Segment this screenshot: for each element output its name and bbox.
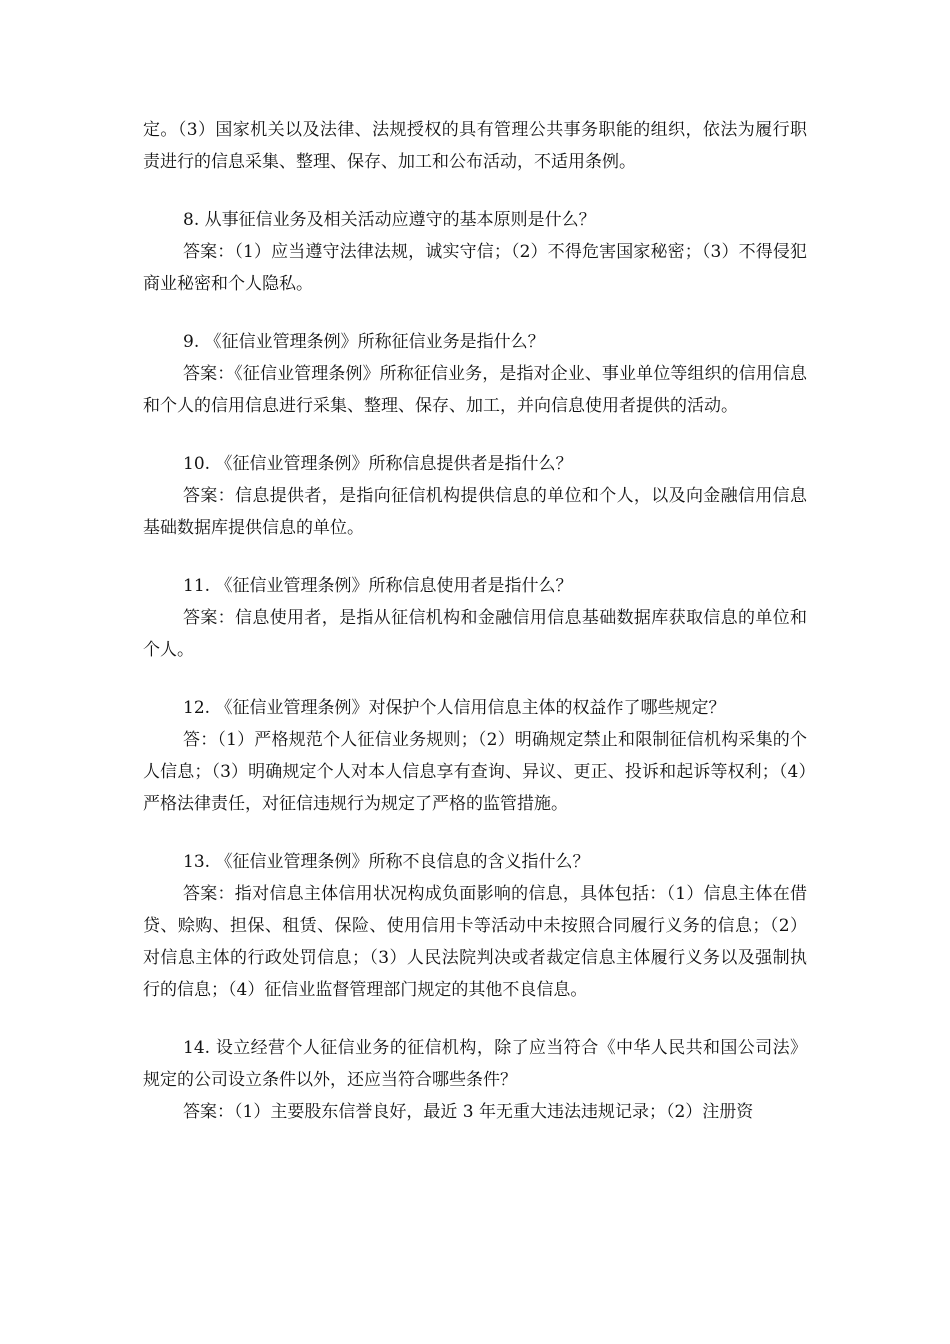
question-13: 13. 《征信业管理条例》所称不良信息的含义指什么？ xyxy=(183,852,590,872)
qa-item-8 xyxy=(143,204,807,300)
paragraph-gap xyxy=(143,544,807,570)
answer-12: 答：（1）严格规范个人征信业务规则；（2）明确规定禁止和限制征信机构采集的个人信息；（3）明确规定个人对本人信息享有查询、异议、更正、投诉和起诉等权利；（4）严格法律责任，对征信违规行为规定了严格的监管措施。 xyxy=(143,730,807,814)
answer-13: 答案：指对信息主体信用状况构成负面影响的信息，具体包括：（1）信息主体在借贷、赊购、担保、租赁、保险、使用信用卡等活动中未按照合同履行义务的信息；（2）对信息主体的行政处罚信息；（3）人民法院判决或者裁定信息主体履行义务以及强制执行的信息；（4）征信业监督管理部门规定的其他不良信息。 xyxy=(143,884,807,1000)
question-8: 8. 从事征信业务及相关活动应遵守的基本原则是什么？ xyxy=(183,210,596,230)
qa-item-13 xyxy=(143,846,807,1006)
paragraph-gap xyxy=(143,300,807,326)
qa-item-9 xyxy=(143,326,807,422)
paragraph-gap xyxy=(143,422,807,448)
answer-14: 答案：（1）主要股东信誉良好，最近 3 年无重大违法违规记录；（2）注册资 xyxy=(183,1102,754,1122)
qa-item-14 xyxy=(143,1032,807,1128)
question-11: 11. 《征信业管理条例》所称信息使用者是指什么？ xyxy=(183,576,573,596)
paragraph-gap xyxy=(143,178,807,204)
answer-11: 答案：信息使用者，是指从征信机构和金融信用信息基础数据库获取信息的单位和个人。 xyxy=(143,608,807,660)
question-12: 12. 《征信业管理条例》对保护个人信用信息主体的权益作了哪些规定？ xyxy=(183,698,726,718)
question-9: 9. 《征信业管理条例》所称征信业务是指什么？ xyxy=(183,332,545,352)
question-14: 14. 设立经营个人征信业务的征信机构，除了应当符合《中华人民共和国公司法》规定的公司设立条件以外，还应当符合哪些条件？ xyxy=(143,1038,807,1090)
answer-9: 答案：《征信业管理条例》所称征信业务，是指对企业、事业单位等组织的信用信息和个人的信用信息进行采集、整理、保存、加工，并向信息使用者提供的活动。 xyxy=(143,364,807,416)
qa-item-10 xyxy=(143,448,807,544)
answer-10: 答案：信息提供者，是指向征信机构提供信息的单位和个人，以及向金融信用信息基础数据库提供信息的单位。 xyxy=(143,486,807,538)
intro-paragraph: 定。（3）国家机关以及法律、法规授权的具有管理公共事务职能的组织，依法为履行职责进行的信息采集、整理、保存、加工和公布活动，不适用条例。 xyxy=(143,120,807,172)
qa-item-11 xyxy=(143,570,807,666)
document-page xyxy=(143,114,807,1128)
paragraph-gap xyxy=(143,1006,807,1032)
qa-item-12 xyxy=(143,692,807,820)
paragraph-gap xyxy=(143,666,807,692)
answer-8: 答案：（1）应当遵守法律法规，诚实守信；（2）不得危害国家秘密；（3）不得侵犯商业秘密和个人隐私。 xyxy=(143,242,807,294)
question-10: 10. 《征信业管理条例》所称信息提供者是指什么？ xyxy=(183,454,573,474)
paragraph-gap xyxy=(143,820,807,846)
